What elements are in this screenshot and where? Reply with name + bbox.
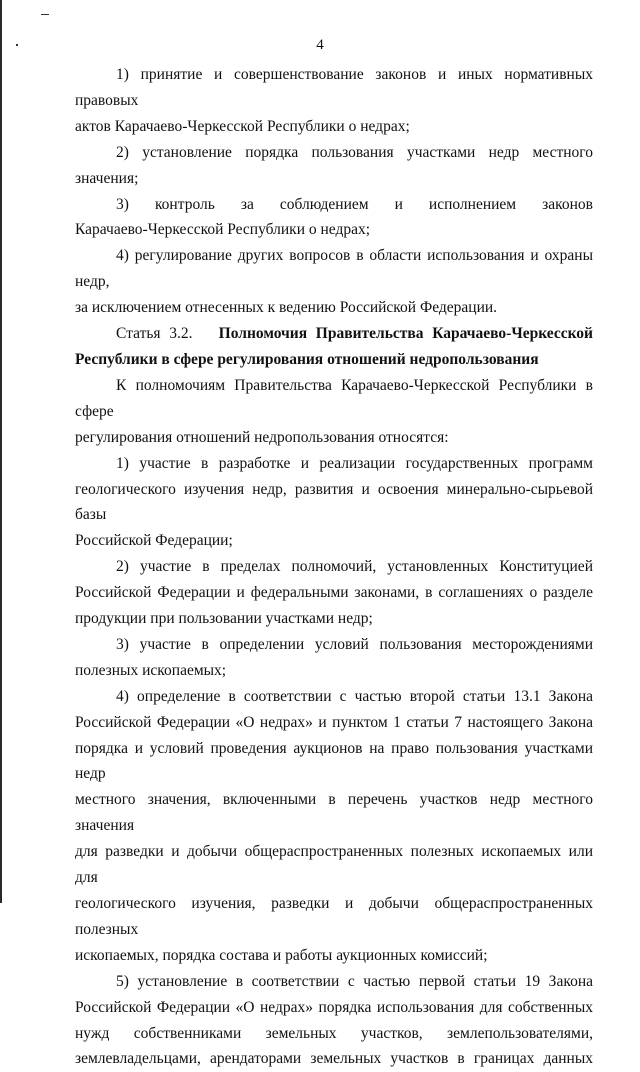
text-line: 3) контроль за соблюдением и исполнением законов bbox=[116, 195, 593, 213]
text-line: для разведки и добычи общераспространенных полезных ископаемых или для bbox=[75, 843, 593, 887]
text-line: К полномочиям Правительства Карачаево-Черкесской Республики в сфере bbox=[75, 376, 593, 420]
text-line: 5) установление в соответствии с частью первой статьи 19 Закона bbox=[116, 972, 593, 990]
list-item-1 bbox=[75, 451, 593, 555]
text-line: землевладельцами, арендаторами земельных участков в границах данных bbox=[75, 1050, 593, 1068]
text-line: Карачаево-Черкесской Республики о недрах; bbox=[75, 221, 371, 239]
article-title-part-2: Республики в сфере регулирования отношений недропользования bbox=[75, 350, 539, 368]
list-item-3 bbox=[75, 632, 593, 684]
text-line: геологического изучения недр, развития и освоения минерально-сырьевой базы bbox=[75, 480, 593, 524]
paragraph-3 bbox=[75, 192, 593, 244]
text-line: актов Карачаево-Черкесской Республики о недрах; bbox=[75, 117, 410, 135]
text-line: продукции при пользовании участками недр; bbox=[75, 610, 373, 628]
scan-edge-line bbox=[0, 0, 2, 903]
list-item-2 bbox=[75, 554, 593, 632]
page-number: 4 bbox=[316, 37, 324, 53]
text-line: регулирования отношений недропользования относятся: bbox=[75, 428, 449, 446]
text-line: порядка и условий проведения аукционов на право пользования участками недр bbox=[75, 739, 593, 783]
article-intro bbox=[75, 373, 593, 451]
text-line: 2) установление порядка пользования участками недр местного значения; bbox=[75, 143, 593, 187]
text-line: за исключением отнесенных к ведению Российской Федерации. bbox=[75, 299, 498, 317]
text-line: Российской Федерации «О недрах» порядка использования для собственных bbox=[75, 998, 593, 1016]
text-line: Российской Федерации и федеральными законами, в соглашениях о разделе bbox=[75, 584, 593, 602]
text-line: местного значения, включенными в перечень участков недр местного значения bbox=[75, 791, 593, 835]
text-line: Российской Федерации; bbox=[75, 532, 233, 550]
list-item-5 bbox=[75, 969, 593, 1072]
article-heading bbox=[75, 321, 593, 373]
text-line: нужд собственниками земельных участков, землепользователями, bbox=[75, 1024, 593, 1042]
text-line: ископаемых, порядка состава и работы аукционных комиссий; bbox=[75, 946, 488, 964]
text-line: 1) участие в разработке и реализации государственных программ bbox=[116, 454, 593, 472]
scan-speck bbox=[41, 14, 49, 15]
article-label: Статья 3.2. bbox=[116, 325, 193, 343]
text-line: 1) принятие и совершенствование законов и иных нормативных правовых bbox=[75, 66, 593, 109]
text-line: геологического изучения, разведки и добычи общераспространенных полезных bbox=[75, 895, 593, 938]
text-line: полезных ископаемых; bbox=[75, 661, 227, 679]
text-line: 4) определение в соответствии с частью второй статьи 13.1 Закона bbox=[116, 687, 593, 705]
list-item-4 bbox=[75, 684, 593, 969]
paragraph-4 bbox=[75, 243, 593, 321]
text-line: 2) участие в пределах полномочий, установленных Конституцией bbox=[116, 558, 593, 576]
article-title-part-1: Полномочия Правительства Карачаево-Черкесской bbox=[218, 325, 593, 343]
paragraph-1 bbox=[75, 62, 593, 140]
paragraph-2 bbox=[75, 140, 593, 192]
text-line: 3) участие в определении условий пользования месторождениями bbox=[116, 635, 593, 653]
article-heading-line-1 bbox=[75, 321, 593, 347]
document-body bbox=[75, 62, 593, 1072]
text-line: 4) регулирование других вопросов в области использования и охраны недр, bbox=[75, 247, 593, 291]
text-line: Российской Федерации «О недрах» и пунктом 1 статьи 7 настоящего Закона bbox=[75, 713, 593, 731]
